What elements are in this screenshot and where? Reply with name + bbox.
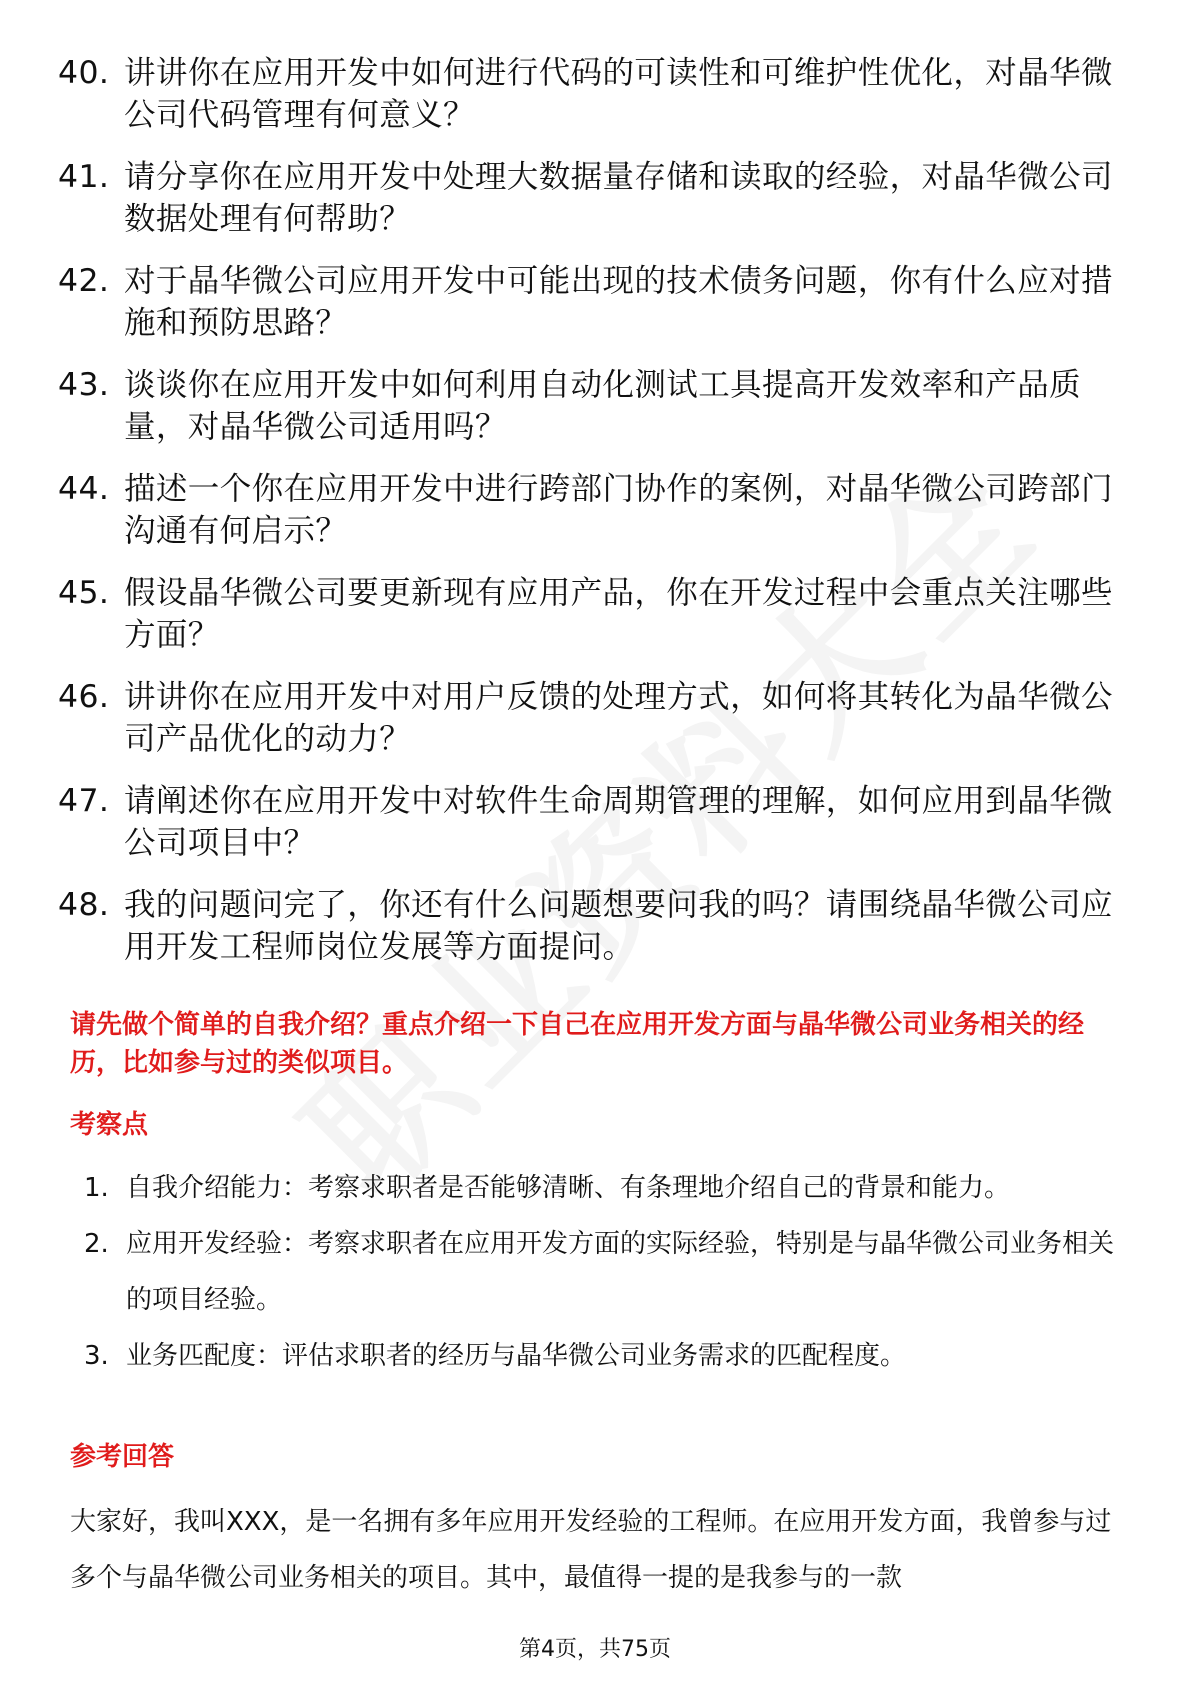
question-list (58, 52, 1118, 988)
evaluation-point (84, 1160, 1124, 1216)
question-item (58, 780, 1118, 864)
reference-answer-text: 大家好，我叫XXX，是一名拥有多年应用开发经验的工程师。在应用开发方面，我曾参与过多个与晶华微公司业务相关的项目。其中，最值得一提的是我参与的一款 (70, 1507, 1112, 1593)
page-number-footer: 第4页，共75页 (519, 1637, 671, 1662)
question-item (58, 676, 1118, 760)
evaluation-points-list (84, 1160, 1124, 1384)
question-number: 45. (58, 575, 110, 611)
question-item (58, 468, 1118, 552)
question-number: 40. (58, 55, 110, 91)
question-item (58, 884, 1118, 968)
question-number: 48. (58, 887, 110, 923)
question-item (58, 364, 1118, 448)
question-item (58, 156, 1118, 240)
evaluation-point-text: 业务匹配度：评估求职者的经历与晶华微公司业务需求的匹配程度。 (126, 1341, 907, 1371)
question-item (58, 572, 1118, 656)
question-text: 我的问题问完了，你还有什么问题想要问我的吗？请围绕晶华微公司应用开发工程师岗位发展等方面提问。 (124, 887, 1113, 965)
question-number: 44. (58, 471, 110, 507)
question-number: 43. (58, 367, 110, 403)
question-number: 41. (58, 159, 110, 195)
evaluation-points-title: 考察点 (70, 1110, 149, 1140)
question-text: 讲讲你在应用开发中如何进行代码的可读性和可维护性优化，对晶华微公司代码管理有何意义？ (124, 55, 1113, 133)
evaluation-point-number: 2. (84, 1229, 109, 1259)
evaluation-point-number: 1. (84, 1173, 109, 1203)
evaluation-point-number: 3. (84, 1341, 109, 1371)
reference-answer-title: 参考回答 (70, 1442, 175, 1472)
question-number: 42. (58, 263, 110, 299)
question-text: 讲讲你在应用开发中对用户反馈的处理方式，如何将其转化为晶华微公司产品优化的动力？ (124, 679, 1113, 757)
question-item (58, 260, 1118, 344)
interview-question-heading: 请先做个简单的自我介绍？重点介绍一下自己在应用开发方面与晶华微公司业务相关的经历，比如参与过的类似项目。 (70, 1010, 1085, 1078)
question-number: 47. (58, 783, 110, 819)
evaluation-point (84, 1216, 1124, 1328)
evaluation-point-text: 自我介绍能力：考察求职者是否能够清晰、有条理地介绍自己的背景和能力。 (126, 1173, 1011, 1203)
evaluation-point-text: 应用开发经验：考察求职者在应用开发方面的实际经验，特别是与晶华微公司业务相关的项目经验。 (126, 1229, 1115, 1315)
question-text: 请分享你在应用开发中处理大数据量存储和读取的经验，对晶华微公司数据处理有何帮助？ (124, 159, 1113, 237)
question-item (58, 52, 1118, 136)
question-text: 描述一个你在应用开发中进行跨部门协作的案例，对晶华微公司跨部门沟通有何启示？ (124, 471, 1113, 549)
evaluation-point (84, 1328, 1124, 1384)
question-text: 对于晶华微公司应用开发中可能出现的技术债务问题，你有什么应对措施和预防思路？ (124, 263, 1113, 341)
question-text: 假设晶华微公司要更新现有应用产品，你在开发过程中会重点关注哪些方面？ (124, 575, 1113, 653)
question-text: 谈谈你在应用开发中如何利用自动化测试工具提高开发效率和产品质量，对晶华微公司适用吗？ (124, 367, 1082, 445)
question-number: 46. (58, 679, 110, 715)
question-text: 请阐述你在应用开发中对软件生命周期管理的理解，如何应用到晶华微公司项目中？ (124, 783, 1113, 861)
